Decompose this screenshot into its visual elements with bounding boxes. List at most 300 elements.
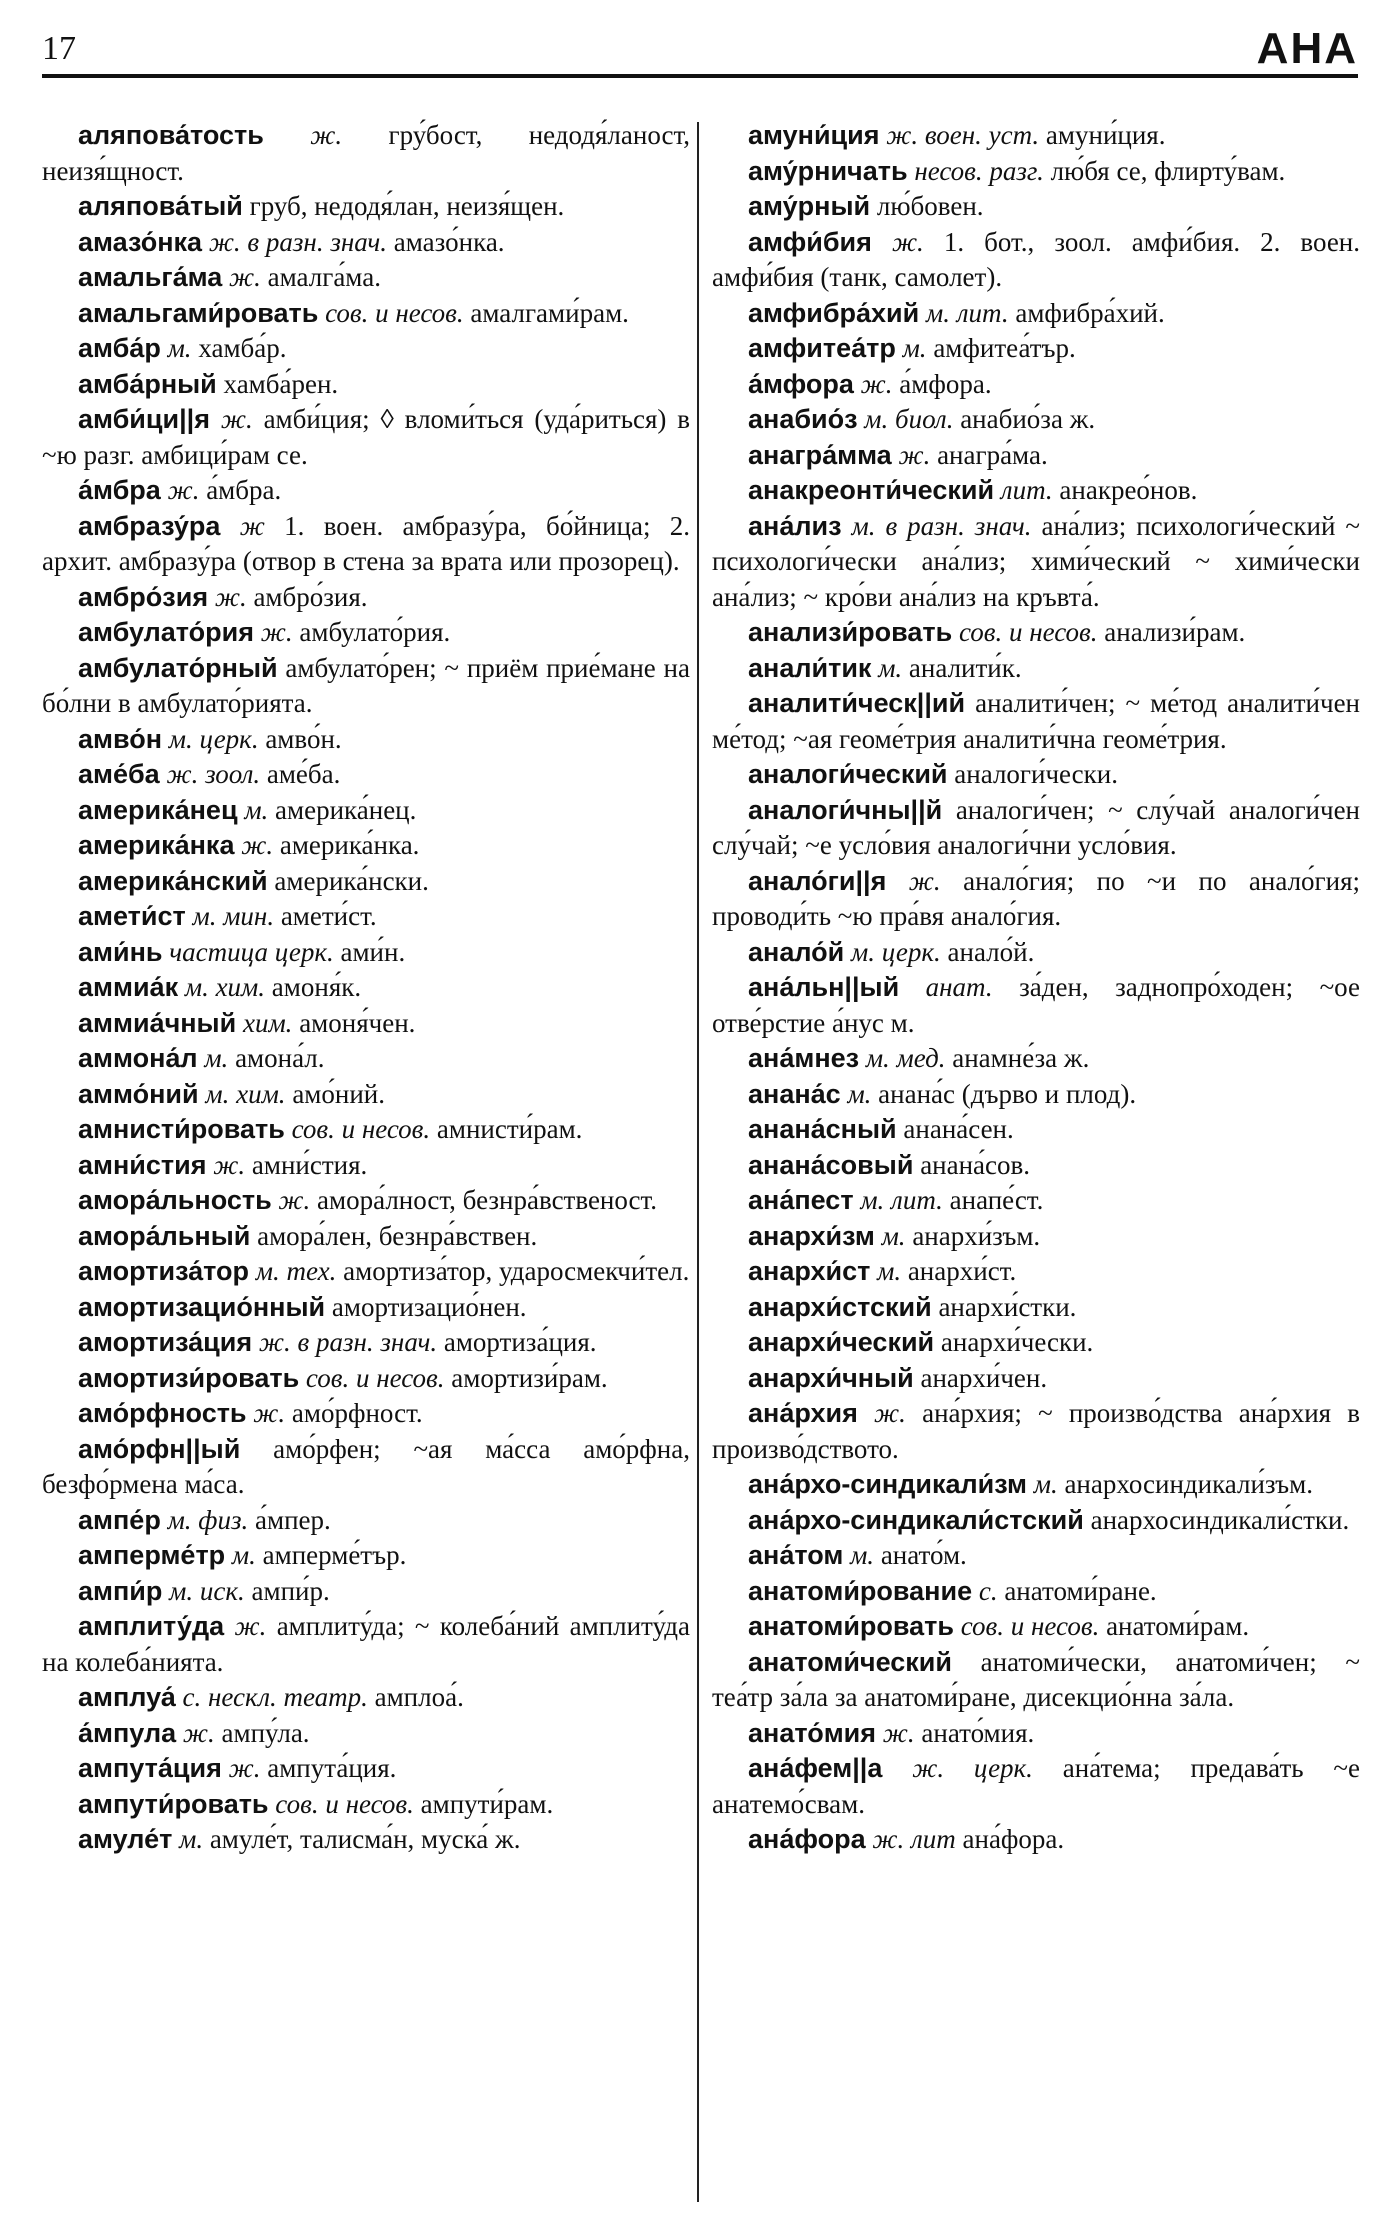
entry-headword: анархи́ст <box>748 1256 871 1286</box>
entry-headword: амуни́ция <box>748 120 880 150</box>
entry-headword: а́мпула <box>78 1717 177 1748</box>
entry-label: м. <box>167 333 192 363</box>
entry-headword: анало́й <box>748 936 845 967</box>
entry-headword: амбулато́рный <box>78 652 278 683</box>
entry-translation: амортизи́рам. <box>451 1362 608 1393</box>
entry-headword: анатоми́ческий <box>748 1646 952 1677</box>
entry-headword: а́мфора <box>748 368 854 399</box>
entry-label: м. лит. <box>860 1185 943 1215</box>
dictionary-entry <box>712 1538 1360 1574</box>
entry-label: м. <box>204 1043 229 1073</box>
entry-headword: аналоги́ческий <box>748 759 948 789</box>
dictionary-entry <box>42 1751 690 1787</box>
entry-translation: анапе́ст. <box>949 1185 1044 1215</box>
entry-headword: анато́мия <box>748 1717 877 1748</box>
dictionary-entry <box>712 1254 1360 1290</box>
entry-translation: америка́нски. <box>274 865 429 896</box>
entry-headword: аму́рный <box>748 191 871 221</box>
entry-translation: ами́н. <box>340 936 406 967</box>
entry-translation: амо́рфен; ~ая ма́сса амо́рфна, безфо́рмена ма́са. <box>42 1433 690 1499</box>
entry-headword: амо́рфн||ый <box>78 1433 241 1464</box>
entry-headword: ампе́р <box>78 1504 161 1535</box>
entry-translation: хамба́р. <box>198 333 287 363</box>
entry-headword: ана́том <box>748 1540 844 1570</box>
entry-headword: анана́совый <box>748 1149 914 1180</box>
entry-label: м. <box>244 794 269 825</box>
entry-label: м. лит. <box>926 297 1009 328</box>
dictionary-entry <box>42 1077 690 1113</box>
entry-label: частица церк. <box>169 936 334 967</box>
entry-headword: амбро́зия <box>78 581 209 612</box>
entry-translation: за́ден, заднопро́ходен; ~ое отве́рстие а́нус м. <box>712 972 1360 1038</box>
entry-label: м. <box>847 1078 872 1109</box>
entry-translation: амуни́ция. <box>1045 120 1166 150</box>
entry-translation: амортиза́ция. <box>443 1327 597 1357</box>
entry-label: м. церк. <box>850 936 941 967</box>
entry-translation: анархи́чески. <box>940 1327 1094 1357</box>
entry-label: м. в разн. знач. <box>851 510 1032 541</box>
dictionary-entry <box>42 367 690 403</box>
entry-headword: анагра́мма <box>748 439 892 470</box>
dictionary-entry <box>712 1822 1360 1858</box>
entry-headword: анана́с <box>748 1078 841 1109</box>
dictionary-entry <box>42 1361 690 1397</box>
entry-translation: анало́гия; по ~и по анало́гия; проводи́ть ~ю пра́вя анало́гия. <box>712 865 1360 931</box>
entry-headword: амплиту́да <box>78 1611 225 1641</box>
dictionary-entry <box>42 1787 690 1823</box>
dictionary-entry <box>42 1609 690 1680</box>
entry-translation: анархосиндикали́зъм. <box>1064 1469 1313 1499</box>
entry-label: ж. <box>220 404 253 434</box>
dictionary-entry <box>42 331 690 367</box>
entry-translation: гру́бост, недодя́ланост, неизя́щност. <box>42 120 690 186</box>
entry-label: м. <box>231 1540 256 1570</box>
entry-translation: амора́лност, безнра́вственост. <box>317 1185 658 1215</box>
dictionary-entry <box>42 793 690 829</box>
entry-translation: аналоги́чен; ~ слу́чай аналоги́чен слу́чай; ~е усло́вия аналоги́чни усло́вия. <box>712 794 1360 860</box>
dictionary-entry <box>712 970 1360 1041</box>
entry-translation: анархосиндикали́стки. <box>1090 1504 1350 1535</box>
entry-headword: амбулато́рия <box>78 617 254 647</box>
right-column <box>712 118 1360 2218</box>
entry-translation: анатоми́рам. <box>1106 1611 1250 1641</box>
entry-headword: амора́льность <box>78 1185 272 1215</box>
dictionary-entry <box>712 1609 1360 1645</box>
entry-translation: ана́лиз; психологи́ческий ~ психологи́чески ана́лиз; хими́ческий ~ хими́чески ана́лиз; ~ кро́ви ана́лиз на кръвта́. <box>712 510 1360 612</box>
entry-label: ж. <box>278 1185 311 1215</box>
entry-translation: анабио́за ж. <box>960 404 1096 434</box>
dictionary-entry <box>712 686 1360 757</box>
entry-label: ж. <box>898 439 931 470</box>
entry-translation: анагра́ма. <box>937 439 1048 470</box>
dictionary-entry <box>42 1716 690 1752</box>
entry-headword: амфибра́хий <box>748 297 920 328</box>
entry-label: ж. <box>213 1149 246 1180</box>
entry-headword: амора́льный <box>78 1220 251 1251</box>
entry-label: несов. разг. <box>914 155 1044 186</box>
dictionary-entry <box>42 473 690 509</box>
entry-label: м. <box>878 652 903 683</box>
entry-label: с. нескл. театр. <box>182 1682 368 1712</box>
entry-translation: ана́фора. <box>962 1824 1065 1854</box>
dictionary-entry <box>42 1822 690 1858</box>
running-head: АНА <box>1256 24 1358 73</box>
dictionary-entry <box>712 473 1360 509</box>
entry-headword: ампута́ция <box>78 1753 222 1783</box>
dictionary-entry <box>42 1538 690 1574</box>
entry-label: ж. лит <box>872 1824 956 1854</box>
entry-headword: амальга́ма <box>78 262 223 292</box>
entry-headword: ана́льн||ый <box>748 972 900 1002</box>
entry-translation: амфибра́хий. <box>1015 297 1165 328</box>
page-header <box>42 20 1358 80</box>
entry-translation: лю́бя се, флирту́вам. <box>1050 155 1286 186</box>
dictionary-entry <box>42 1183 690 1219</box>
entry-label: м. тех. <box>255 1256 337 1286</box>
dictionary-entry <box>42 1006 690 1042</box>
dictionary-entry <box>712 367 1360 403</box>
entry-label: м. <box>881 1220 906 1251</box>
entry-translation: амплиту́да; ~ колеба́ний амплиту́да на колеба́нията. <box>42 1611 690 1677</box>
entry-translation: амплоа́. <box>374 1682 464 1712</box>
dictionary-entry <box>712 864 1360 935</box>
dictionary-entry <box>712 509 1360 616</box>
dictionary-entry <box>712 1041 1360 1077</box>
entry-translation: анало́й. <box>947 936 1035 967</box>
entry-headword: анатоми́рование <box>748 1575 973 1606</box>
entry-translation: амалга́ма. <box>267 262 381 292</box>
entry-translation: а́мпер. <box>255 1504 331 1535</box>
entry-headword: амортизацио́нный <box>78 1291 326 1322</box>
entry-translation: анархи́ст. <box>907 1256 1017 1286</box>
entry-headword: ампи́р <box>78 1575 163 1606</box>
entry-label: сов. и несов. <box>291 1114 431 1144</box>
entry-label: ж. <box>229 262 261 292</box>
dictionary-entry <box>42 1041 690 1077</box>
entry-label: ж. в разн. знач. <box>258 1327 438 1357</box>
dictionary-entry <box>712 757 1360 793</box>
entry-headword: аляпова́тость <box>78 120 264 150</box>
entry-headword: ана́рхия <box>748 1398 858 1428</box>
entry-label: сов. и несов. <box>325 297 464 328</box>
entry-translation: ампу́ла. <box>221 1717 310 1748</box>
entry-translation: амперме́тър. <box>262 1540 407 1570</box>
dictionary-entry <box>712 1183 1360 1219</box>
dictionary-entry <box>42 509 690 580</box>
entry-label: м. иск. <box>169 1575 245 1606</box>
dictionary-entry <box>712 935 1360 971</box>
entry-headword: амби́ци||я <box>78 404 210 434</box>
entry-label: хим. <box>242 1007 293 1038</box>
dictionary-entry <box>42 1112 690 1148</box>
entry-translation: амо́рфност. <box>291 1398 423 1428</box>
entry-label: м. хим. <box>184 972 266 1002</box>
entry-translation: анамне́за ж. <box>952 1043 1090 1073</box>
dictionary-entry <box>712 1716 1360 1752</box>
entry-label: ж <box>239 510 265 541</box>
dictionary-entry <box>712 651 1360 687</box>
entry-headword: амазо́нка <box>78 226 203 257</box>
entry-translation: ана́рхия; ~ произво́дства ана́рхия в произво́дството. <box>712 1398 1360 1464</box>
entry-translation: анакрео́нов. <box>1059 475 1198 505</box>
entry-headword: амортизи́ровать <box>78 1362 300 1393</box>
entry-headword: аммиа́чный <box>78 1007 237 1038</box>
entry-headword: амети́ст <box>78 901 186 931</box>
entry-translation: ана́тема; предава́ть ~е анатемо́свам. <box>712 1753 1360 1819</box>
entry-translation: амни́стия. <box>251 1149 368 1180</box>
entry-headword: амперме́тр <box>78 1540 226 1570</box>
entry-headword: амфи́бия <box>748 226 872 257</box>
entry-label: м. мин. <box>192 901 275 931</box>
entry-headword: анархи́зм <box>748 1220 875 1251</box>
entry-translation: амона́л. <box>235 1043 325 1073</box>
entry-translation: анато́мия. <box>921 1717 1035 1748</box>
entry-headword: ана́мнез <box>748 1043 860 1073</box>
dictionary-entry <box>712 793 1360 864</box>
entry-label: ж. <box>260 617 293 647</box>
entry-translation: лю́бовен. <box>876 191 984 221</box>
dictionary-entry <box>712 118 1360 154</box>
entry-translation: груб, недодя́лан, неизя́щен. <box>249 191 565 221</box>
entry-headword: ана́рхо-синдикали́стский <box>748 1504 1084 1535</box>
entry-headword: амортиза́ция <box>78 1327 253 1357</box>
entry-translation: аналити́чен; ~ ме́тод аналити́чен ме́тод; ~ая геоме́трия аналити́чна геоме́трия. <box>712 688 1360 754</box>
entry-headword: амба́рный <box>78 368 217 399</box>
dictionary-entry <box>712 189 1360 225</box>
entry-label: м. <box>902 333 927 363</box>
entry-headword: ана́фора <box>748 1824 866 1854</box>
entry-label: ж. <box>253 1398 286 1428</box>
dictionary-entry <box>712 225 1360 296</box>
dictionary-entry <box>42 189 690 225</box>
dictionary-entry <box>42 1148 690 1184</box>
entry-headword: америка́нец <box>78 794 238 825</box>
entry-translation: амуле́т, талисма́н, муска́ ж. <box>209 1824 521 1854</box>
dictionary-entry <box>42 1503 690 1539</box>
dictionary-entry <box>712 1396 1360 1467</box>
entry-translation: амоня́к. <box>271 972 362 1002</box>
dictionary-entry <box>42 1290 690 1326</box>
dictionary-entry <box>42 580 690 616</box>
entry-translation: аналоги́чески. <box>954 759 1118 789</box>
entry-headword: амба́р <box>78 333 161 363</box>
dictionary-entry <box>42 260 690 296</box>
dictionary-entry <box>42 828 690 864</box>
entry-headword: анархи́чный <box>748 1362 914 1393</box>
entry-headword: амфитеа́тр <box>748 333 896 363</box>
entry-label: ж. в разн. знач. <box>208 226 388 257</box>
entry-translation: амалгами́рам. <box>470 297 629 328</box>
dictionary-entry <box>42 935 690 971</box>
entry-label: с. <box>978 1575 998 1606</box>
dictionary-entry <box>712 1503 1360 1539</box>
dictionary-entry <box>42 118 690 189</box>
entry-translation: 1. воен. амбразу́ра, бо́йница; 2. архит. амбразу́ра (отвор в стена за врата или прозорец). <box>42 510 690 576</box>
dictionary-entry <box>42 651 690 722</box>
dictionary-entry <box>712 1325 1360 1361</box>
dictionary-entry <box>42 1254 690 1290</box>
entry-translation: анатоми́ране. <box>1004 1575 1157 1606</box>
entry-headword: анализи́ровать <box>748 617 953 647</box>
entry-label: ж. <box>214 581 247 612</box>
entry-headword: анана́сный <box>748 1114 897 1144</box>
dictionary-entry <box>42 1574 690 1610</box>
header-rule <box>42 74 1358 78</box>
dictionary-entry <box>712 1751 1360 1822</box>
dictionary-entry <box>42 1219 690 1255</box>
entry-headword: амортиза́тор <box>78 1256 250 1286</box>
dictionary-entry <box>712 1574 1360 1610</box>
column-divider <box>697 122 699 2202</box>
dictionary-entry <box>712 1219 1360 1255</box>
entry-headword: амво́н <box>78 723 163 754</box>
entry-label: ж. <box>860 368 893 399</box>
entry-label: м. хим. <box>205 1078 286 1109</box>
entry-translation: анархи́зъм. <box>912 1220 1041 1251</box>
entry-translation: амазо́нка. <box>393 226 505 257</box>
entry-label: сов. и несов. <box>305 1362 445 1393</box>
entry-translation: амети́ст. <box>280 901 377 931</box>
entry-headword: ами́нь <box>78 936 163 967</box>
entry-translation: амбулато́рия. <box>299 617 451 647</box>
entry-headword: аму́рничать <box>748 155 908 186</box>
dictionary-entry <box>42 615 690 651</box>
dictionary-entry <box>712 1290 1360 1326</box>
entry-label: ж. <box>167 475 200 505</box>
entry-label: м. <box>179 1824 204 1854</box>
entry-headword: а́мбра <box>78 475 161 505</box>
dictionary-entry <box>42 970 690 1006</box>
dictionary-entry <box>42 722 690 758</box>
entry-label: ж. воен. уст. <box>886 120 1040 150</box>
dictionary-entry <box>42 1396 690 1432</box>
page-number: 17 <box>42 30 76 67</box>
entry-headword: анали́тик <box>748 652 872 683</box>
dictionary-entry <box>42 864 690 900</box>
dictionary-entry <box>712 1077 1360 1113</box>
entry-headword: амни́стия <box>78 1149 207 1180</box>
entry-label: ж. <box>234 1611 267 1641</box>
entry-translation: ампи́р. <box>251 1575 330 1606</box>
entry-headword: анакреонти́ческий <box>748 475 995 505</box>
dictionary-entry <box>712 1112 1360 1148</box>
entry-translation: америка́нец. <box>275 794 417 825</box>
entry-translation: ампута́ция. <box>267 1753 397 1783</box>
entry-label: ж. <box>310 120 343 150</box>
entry-headword: аналоги́чны||й <box>748 794 943 825</box>
dictionary-entry <box>712 1148 1360 1184</box>
dictionary-entry <box>712 296 1360 332</box>
entry-translation: анализи́рам. <box>1104 617 1246 647</box>
entry-label: сов. и несов. <box>958 617 1098 647</box>
entry-headword: амальгами́ровать <box>78 297 319 328</box>
dictionary-entry <box>42 225 690 261</box>
dictionary-entry <box>712 1467 1360 1503</box>
entry-translation: амоня́чен. <box>299 1007 416 1038</box>
entry-translation: амби́ция; ◊ вломи́ться (уда́риться) в ~ю разг. амбици́рам се. <box>42 404 690 470</box>
entry-headword: америка́нка <box>78 830 235 860</box>
entry-headword: амнисти́ровать <box>78 1114 285 1144</box>
entry-translation: аме́ба. <box>266 759 341 789</box>
entry-translation: анана́с (дърво и плод). <box>878 1078 1137 1109</box>
entry-label: ж. <box>882 1717 915 1748</box>
dictionary-entry <box>712 331 1360 367</box>
entry-translation: аналити́к. <box>908 652 1022 683</box>
dictionary-entry <box>42 899 690 935</box>
entry-translation: анархи́чен. <box>920 1362 1048 1393</box>
entry-headword: аляпова́тый <box>78 191 243 221</box>
entry-headword: амуле́т <box>78 1824 173 1854</box>
entry-translation: ампути́рам. <box>420 1788 554 1819</box>
entry-headword: анало́ги||я <box>748 865 887 896</box>
entry-headword: анархи́стский <box>748 1291 932 1322</box>
entry-label: ж. <box>874 1398 906 1428</box>
entry-headword: ана́пест <box>748 1185 854 1215</box>
entry-translation: амо́ний. <box>292 1078 385 1109</box>
dictionary-entry <box>42 1680 690 1716</box>
dictionary-entry <box>42 1432 690 1503</box>
entry-label: м. <box>1033 1469 1058 1499</box>
entry-translation: анатоми́чески, анатоми́чен; ~ теа́тр за́ла за анатоми́ране, дисекцио́нна за́ла. <box>712 1646 1360 1712</box>
entry-translation: а́мфора. <box>899 368 992 399</box>
dictionary-entry <box>42 757 690 793</box>
entry-headword: аналити́ческ||ий <box>748 688 966 718</box>
entry-label: анат. <box>925 972 993 1002</box>
entry-translation: анархи́стки. <box>938 1291 1077 1322</box>
entry-label: м. <box>877 1256 902 1286</box>
entry-label: ж. <box>908 865 941 896</box>
dictionary-entry <box>712 438 1360 474</box>
entry-label: ж. <box>182 1717 215 1748</box>
entry-headword: америка́нский <box>78 865 268 896</box>
entry-label: лит. <box>1000 475 1053 505</box>
dictionary-entry <box>712 615 1360 651</box>
entry-translation: америка́нка. <box>279 830 420 860</box>
dictionary-entry <box>42 1325 690 1361</box>
entry-translation: амора́лен, безнра́вствен. <box>257 1220 538 1251</box>
entry-label: м. физ. <box>167 1504 249 1535</box>
left-column <box>42 118 690 2218</box>
entry-translation: 1. бот., зоол. амфи́бия. 2. воен. амфи́бия (танк, самолет). <box>712 226 1360 292</box>
entry-label: ж. церк. <box>912 1753 1033 1783</box>
entry-headword: амплуа́ <box>78 1682 176 1712</box>
entry-translation: амортизацио́нен. <box>331 1291 527 1322</box>
entry-translation: хамба́рен. <box>223 368 339 399</box>
entry-label: ж. зоол. <box>166 759 261 789</box>
entry-translation: а́мбра. <box>206 475 282 505</box>
dictionary-entry <box>42 296 690 332</box>
entry-translation: амбро́зия. <box>253 581 368 612</box>
dictionary-entry <box>712 1645 1360 1716</box>
entry-headword: аммиа́к <box>78 972 179 1002</box>
entry-headword: аммо́ний <box>78 1078 199 1109</box>
entry-translation: амфитеа́тър. <box>933 333 1076 363</box>
entry-translation: анато́м. <box>880 1540 967 1570</box>
entry-headword: анархи́ческий <box>748 1327 935 1357</box>
entry-label: ж. <box>891 226 924 257</box>
entry-headword: ана́рхо-синдикали́зм <box>748 1469 1027 1499</box>
entry-translation: амнисти́рам. <box>436 1114 583 1144</box>
entry-label: м. биол. <box>864 404 954 434</box>
entry-headword: анатоми́ровать <box>748 1611 954 1641</box>
entry-headword: ана́фем||а <box>748 1753 883 1783</box>
dictionary-entry <box>42 402 690 473</box>
entry-headword: аме́ба <box>78 759 160 789</box>
entry-headword: амбразу́ра <box>78 510 221 541</box>
entry-label: ж. <box>228 1753 261 1783</box>
entry-label: м. мед. <box>865 1043 946 1073</box>
entry-label: ж. <box>241 830 274 860</box>
